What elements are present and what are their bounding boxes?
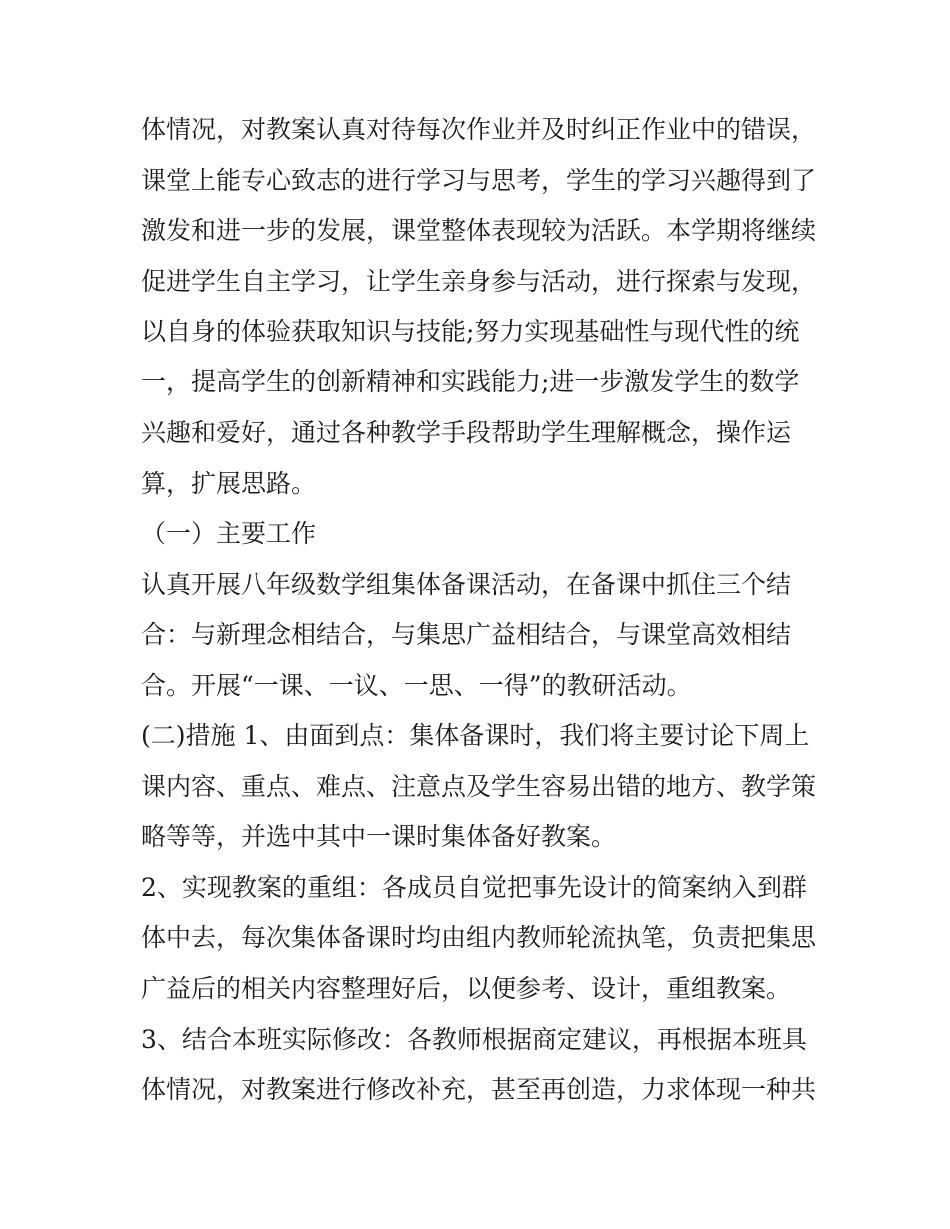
text-line: 合。开展“一课、一议、一思、一得”的教研活动。 <box>141 671 692 700</box>
text-line: 课内容、重点、难点、注意点及学生容易出错的地方、教学策 <box>141 772 817 801</box>
text-line: 广益后的相关内容整理好后，以便参考、设计，重组教案。 <box>141 974 792 1003</box>
text-line: 促进学生自主学习，让学生亲身参与活动，进行探索与发现， <box>141 267 817 296</box>
section-heading: （一）主要工作 <box>141 519 317 548</box>
text-line: 以自身的体验获取知识与技能;努力实现基础性与现代性的统 <box>141 317 800 346</box>
text-line: 兴趣和爱好，通过各种教学手段帮助学生理解概念，操作运 <box>141 418 792 447</box>
text-line: 体情况，对教案进行修改补充，甚至再创造，力求体现一种共 <box>141 1075 817 1104</box>
text-line: 体中去，每次集体备课时均由组内教师轮流执笔，负责把集思 <box>141 923 817 952</box>
text-line: 认真开展八年级数学组集体备课活动，在备课中抓住三个结 <box>141 570 792 599</box>
text-line: 合：与新理念相结合，与集思广益相结合，与课堂高效相结 <box>141 620 792 649</box>
text-line: 一，提高学生的创新精神和实践能力;进一步激发学生的数学 <box>141 367 800 396</box>
text-line: 算，扩展思路。 <box>141 469 317 498</box>
text-line: 3、结合本班实际修改：各教师根据商定建议，再根据本班具 <box>141 1025 807 1054</box>
text-line: 课堂上能专心致志的进行学习与思考，学生的学习兴趣得到了 <box>141 166 817 195</box>
text-line: 激发和进一步的发展，课堂整体表现较为活跃。本学期将继续 <box>141 216 817 245</box>
text-line: 体情况，对教案认真对待每次作业并及时纠正作业中的错误， <box>141 115 817 144</box>
text-line: 2、实现教案的重组：各成员自觉把事先设计的简案纳入到群 <box>141 873 807 902</box>
text-line: (二)措施 1、由面到点：集体备课时，我们将主要讨论下周上 <box>141 721 810 750</box>
text-line: 略等等，并选中其中一课时集体备好教案。 <box>141 822 617 851</box>
